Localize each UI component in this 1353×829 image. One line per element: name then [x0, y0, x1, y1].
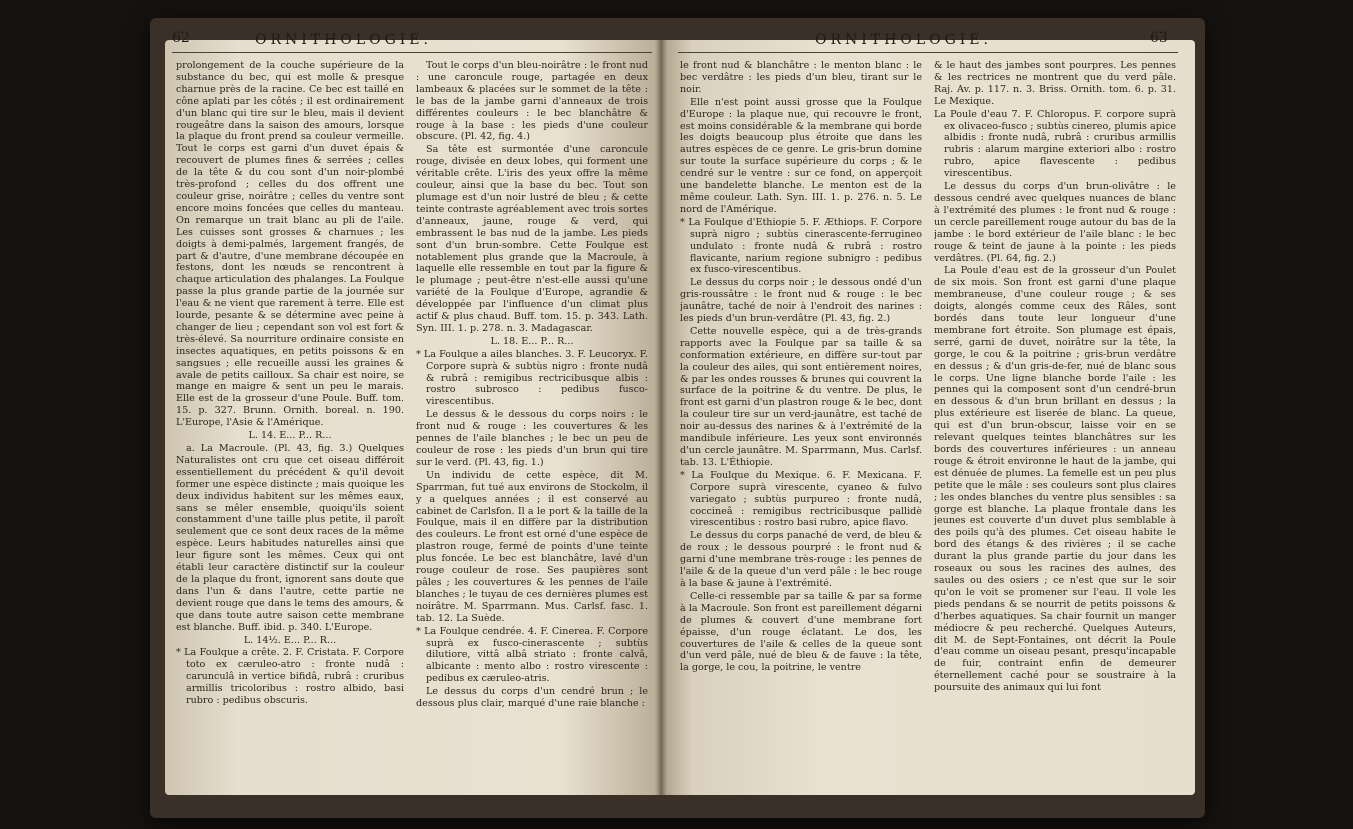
paragraph: Tout le corps d'un bleu-noirâtre : le front nud : une caroncule rouge, partagée en deux lambeaux & placées sur le sommet de la tête : le bas de la jambe garni d'anneaux de trois différentes couleurs : le bec blanchâtre & rouge à la base : les pieds d'une couleur obscure. (Pl. 42, fig. 4.) [416, 60, 648, 143]
paragraph: Sa tête est surmontée d'une caroncule rouge, divisée en deux lobes, qui forment une véritable crête. L'iris des yeux offre la même couleur, ainsi que la base du bec. Tout son plumage est d'un noir lustré de bleu ; & cette teinte contraste agréablement avec trois sortes d'anneaux, jaune, rouge & verd, qui embrassent le bas nud de la jambe. Les pieds sont d'un brun-sombre. Cette Foulque est notablement plus grande que la Macroule, à laquelle elle ressemble en tout par la figure & le plumage ; peut-être n'est-elle aussi qu'une variété de la Foulque d'Europe, agrandie & développée par l'influence d'un climat plus actif & plus chaud. Buff. tom. 15. p. 343. Lath. Syn. III. 1. p. 278. n. 3. Madagascar. [416, 144, 648, 334]
species-entry: * La Foulque d'Ethiopie 5. F. Æthiops. F. Corpore suprà nigro ; subtùs cinerascente-ferrugineo undulato : fronte nudâ & rubrâ : rostro flavicante, narium regione subnigro : pedibus ex fusco-virescentibus. [680, 216, 922, 276]
species-entry: * La Foulque a crête. 2. F. Cristata. F. Corpore toto ex cæruleo-atro : fronte nudâ : carunculâ in vertice bifidâ, rubrâ : cruribus armillis tricoloribus : rostro albido, basi rubro : pedibus obscuris. [176, 647, 404, 707]
paragraph: & le haut des jambes sont pourpres. Les pennes & les rectrices ne montrent que du verd pâle. Raj. Av. p. 117. n. 3. Briss. Ornith. tom. 6. p. 31. Le Mexique. [934, 60, 1176, 107]
paragraph: Cette nouvelle espèce, qui a de très-grands rapports avec la Foulque par sa taille & sa conformation extérieure, en diffère sur-tout par la couleur des ailes, qui sont entièrement noires, & par les ondes rousses & brunes qui couvrent la surface de la poitrine & du ventre. De plus, le front est garni d'un plastron rouge & le bec, dont la couleur tire sur un verd-jaunâtre, est taché de noir au-dessus des narines & à l'extrémité de la mandibule inférieure. Les yeux sont environnés d'un cercle jaunâtre. M. Sparrmann, Mus. Carlsf. tab. 13. L'Éthiopie. [680, 325, 922, 468]
paragraph: Le dessus du corps noir ; le dessous ondé d'un gris-roussâtre : le front nud & rouge : le bec jaunâtre, taché de noir à l'endroit des narines : les pieds d'un brun-verdâtre (Pl. 43, fig. 2.) [680, 277, 922, 325]
paragraph: Elle n'est point aussi grosse que la Foulque d'Europe : la plaque nue, qui recouvre le front, est moins considérable & la membrane qui borde les doigts beaucoup plus étroite que dans les autres espèces de ce genre. Le gris-brun domine sur toute la surface supérieure du corps ; & le cendré sur le ventre : sur ce fond, on apperçoit une bandelette blanche. Le menton est de la même couleur. Lath. Syn. III. 1. p. 276. n. 5. Le nord de l'Amérique. [680, 96, 922, 215]
right-column-2 [934, 60, 1176, 750]
measurement-line: L. 14½. E... P... R... [243, 634, 337, 646]
measurement-line: L. 18. E... P... R... [490, 335, 574, 347]
left-page-number: 62 [172, 30, 190, 46]
paragraph: prolongement de la couche supérieure de la substance du bec, qui est molle & presque charnue près de la racine. Ce bec est taillé en cône aplati par les côtés ; il est ordinairement d'un blanc qui tire sur le bleu, mais il devient rougeâtre dans la saison des amours, lorsque la plaque du front prend sa couleur vermeille. Tout le corps est garni d'un duvet épais & recouvert de plumes fines & serrées ; celles de la tête & du cou sont d'un noir-plombé très-profond ; celles du dos offrent une couleur grise, noirâtre ; celles du ventre sont encore moins foncées que celles du manteau. On remarque un trait blanc au pli de l'aile. Les cuisses sont grosses & charnues ; les doigts à demi-palmés, largement frangés, de part & d'autre, d'une membrane découpée en festons, dont les nœuds se rencontrent à chaque articulation des phalanges. La Foulque passe la plus grande partie de la journée sur l'eau & ne vient que rarement à terre. Elle est lourde, pesante & se détermine avec peine à changer de lieu ; cependant son vol est fort & très-élevé. Sa nourriture ordinaire consiste en insectes aquatiques, en petits poissons & en sangsues ; elle recueille aussi les graines & avale de petits cailloux. Sa chair est noire, se mange en maigre & sent un peu le marais. Elle est de la grosseur d'une Poule. Buff. tom. 15. p. 327. Brunn. Ornith. boreal. n. 190. L'Europe, l'Asie & l'Amérique. [176, 60, 404, 429]
paragraph: Le dessus & le dessous du corps noirs : le front nud & rouge : les couvertures & les pennes de l'aile blanches ; le bec un peu de couleur de rose : les pieds d'un brun qui tire sur le verd. (Pl. 43, fig. 1.) [416, 409, 648, 468]
species-entry: * La Foulque du Mexique. 6. F. Mexicana. F. Corpore suprà virescente, cyaneo & fulvo variegato ; subtùs purpureo : fronte nudâ, coccineâ : remigibus rectricibusque pallidè virescentibus : rostro basi rubro, apice flavo. [680, 469, 922, 529]
paragraph: Celle-ci ressemble par sa taille & par sa forme à la Macroule. Son front est pareillement dégarni de plumes & couvert d'une membrane fort épaisse, d'un rouge éclatant. Le dos, les couvertures de l'aile & celles de la queue sont d'un verd pâle, nué de bleu & de fauve : la tête, la gorge, le cou, la poitrine, le ventre [680, 590, 922, 674]
paragraph: Le dessus du corps panaché de verd, de bleu & de roux ; le dessous pourpré : le front nud & garni d'une membrane très-rouge : les pennes de l'aile & de la queue d'un verd pâle : le bec rouge à la base & jaune à l'extrémité. [680, 530, 922, 589]
measurement-line: L. 14. E... P... R... [248, 430, 332, 442]
paragraph: Le dessus du corps d'un brun-olivâtre : le dessous cendré avec quelques nuances de blanc à l'extrémité des plumes : le front nud & rouge : un cercle pareillement rouge autour du bas de la jambe : le bord extérieur de l'aile blanc : le bec rouge & teint de jaune à la pointe : les pieds verdâtres. (Pl. 64, fig. 2.) [934, 181, 1176, 264]
right-page-header: ORNITHOLOGIE. [815, 32, 992, 48]
species-entry: * La Foulque cendrée. 4. F. Cinerea. F. Corpore suprà ex fusco-cinerascente ; subtùs dilutiore, vittâ albâ striato : fronte calvâ, albicante : mento albo : rostro virescente : pedibus ex cæruleo-atris. [416, 625, 648, 685]
right-page-number: 63 [1150, 30, 1168, 46]
paragraph: le front nud & blanchâtre : le menton blanc : le bec verdâtre : les pieds d'un bleu, tirant sur le noir. [680, 60, 922, 95]
left-page-header: ORNITHOLOGIE. [255, 32, 432, 48]
book-gutter [655, 40, 667, 795]
paragraph: Un individu de cette espèce, dit M. Sparrman, fut tué aux environs de Stockolm, il y a quelques années ; il est conservé au cabinet de Carlsfon. Il a le port & la taille de la Foulque, mais il en diffère par la distribution des couleurs. Le front est orné d'une espèce de plastron rouge, fermé de points d'une teinte plus foncée. Le bec est blanchâtre, lavé d'un rouge couleur de rose. Ses paupières sont pâles ; les couvertures & les pennes de l'aile blanches ; le tuyau de ces dernières plumes est noirâtre. M. Sparrmann. Mus. Carlsf. fasc. 1. tab. 12. La Suède. [416, 469, 648, 624]
species-entry: * La Foulque a ailes blanches. 3. F. Leucoryx. F. Corpore suprà & subtùs nigro : fronte nudâ & rubrâ : remigibus rectricibusque albis : rostro subrosco : pedibus fusco-virescentibus. [416, 348, 648, 408]
left-column-2 [416, 60, 648, 750]
paragraph: La Poule d'eau est de la grosseur d'un Poulet de six mois. Son front est garni d'une plaque membraneuse, d'une couleur rouge ; & ses doigts, alongés comme ceux des Râles, sont bordés dans toute leur longueur d'une membrane fort étroite. Son plumage est épais, serré, garni de duvet, noirâtre sur la tête, la gorge, le cou & la poitrine ; gris-brun verdâtre en dessus ; & d'un gris-de-fer, nué de blanc sous le corps. Une ligne blanche borde l'aile : les pennes qui la composent sont d'un cendré-brun en dessous & d'un brun brillant en dessus ; la plus extérieure est liserée de blanc. La queue, qui est d'un brun-obscur, laisse voir en se relevant quelques teintes blanchâtres sur les bords des couvertures inférieures : un anneau rouge & étroit environne le haut de la jambe, qui est dénuée de plumes. La femelle est un peu plus petite que le mâle : ses couleurs sont plus claires ; les ondes blanches du ventre plus sensibles : sa gorge est blanche. La plaque frontale dans les jeunes est couverte d'un duvet plus semblable à des poils qu'à des plumes. Cet oiseau habite le bord des étangs & des rivières ; il se cache durant la plus grande partie du jour dans les roseaux ou sous les racines des aulnes, des saules ou des osiers ; ce n'est que sur le soir qu'on le voit se promener sur l'eau. Il vole les pieds pendans & se nourrit de petits poissons & d'herbes aquatiques. Sa chair fournit un manger médiocre & peu recherché. Quelques Auteurs, dit M. de Sept-Fontaines, ont décrit la Poule d'eau comme un oiseau pesant, presqu'incapable de fuir, contraint enfin de demeurer éternellement caché pour se soustraire à la poursuite des animaux qui lui font [934, 265, 1176, 694]
paragraph: a. La Macroule. (Pl. 43, fig. 3.) Quelques Naturalistes ont cru que cet oiseau différoit essentiellement du précédent & qu'il devoit former une espèce distincte ; mais quoique les deux individus habitent sur les mêmes eaux, sans se mêler ensemble, quoiqu'ils soient constamment d'une taille plus petite, il paroît seulement que ce sont deux races de la même espèce. Leurs habitudes naturelles ainsi que leur figure sont les mêmes. Ceux qui ont établi leur caractère distinctif sur la couleur de la plaque du front, ignorent sans doute que dans l'un & dans l'autre, cette partie ne devient rouge que dans le tems des amours, & que dans toute autre saison cette membrane est blanche. Buff. ibid. p. 340. L'Europe. [176, 443, 404, 633]
paragraph: Le dessus du corps d'un cendré brun ; le dessous plus clair, marqué d'une raie blanche : [416, 686, 648, 710]
left-column-1 [176, 60, 404, 750]
right-column-1 [680, 60, 922, 750]
species-entry: La Poule d'eau 7. F. Chloropus. F. corpore suprà ex olivaceo-fusco ; subtùs cinereo, plumis apice albidis : fronte nudâ, rubrâ : cruribus armillis rubris : alarum margine exteriori albo : rostro rubro, apice flavescente : pedibus virescentibus. [934, 108, 1176, 180]
right-header-rule [678, 52, 1178, 53]
left-header-rule [172, 52, 652, 53]
